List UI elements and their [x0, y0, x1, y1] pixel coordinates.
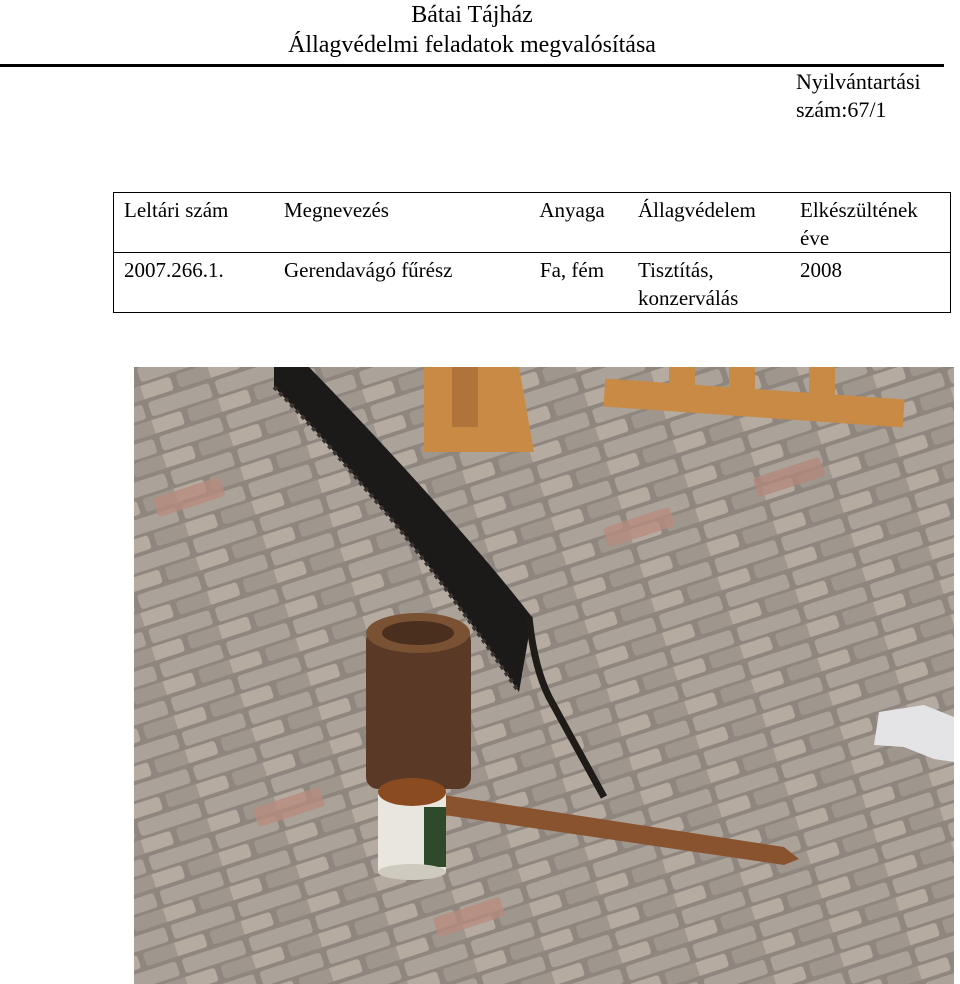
table-cell: Fa, fém — [516, 253, 628, 313]
inventory-table — [113, 192, 951, 313]
page-subtitle: Állagvédelmi feladatok megvalósítása — [288, 32, 656, 58]
wooden-log — [366, 613, 471, 789]
page-title: Bátai Tájház — [411, 2, 533, 28]
table-cell: 2007.266.1. — [114, 253, 275, 313]
paint-can — [378, 778, 446, 880]
table-row — [114, 253, 951, 313]
column-header: Megnevezés — [274, 193, 516, 253]
table-cell: 2008 — [790, 253, 951, 313]
column-header: Elkészültének éve — [790, 193, 951, 253]
table-cell: Tisztítás, konzerválás — [628, 253, 790, 313]
column-header: Anyaga — [516, 193, 628, 253]
column-header: Állagvédelem — [628, 193, 790, 253]
wooden-trestle-left — [424, 367, 534, 452]
object-photo — [134, 367, 954, 984]
title-divider — [0, 64, 944, 67]
photo-illustration — [134, 367, 954, 984]
column-header: Leltári szám — [114, 193, 275, 253]
table-header-row — [114, 193, 951, 253]
table-cell: Gerendavágó fűrész — [274, 253, 516, 313]
registration-number: Nyilvántartási szám:67/1 — [796, 69, 921, 122]
